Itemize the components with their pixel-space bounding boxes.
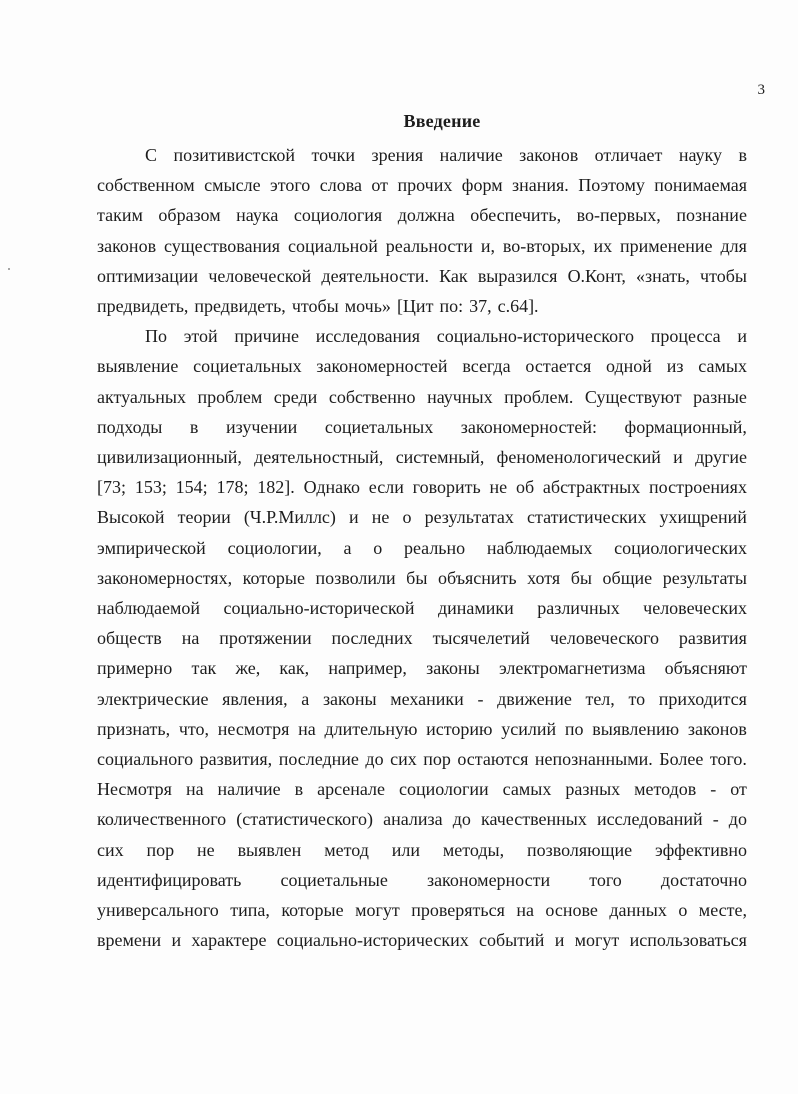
word: механики: [390, 688, 464, 709]
word: исследований: [596, 809, 703, 830]
text-line: [97, 502, 747, 532]
word: проблем.: [504, 386, 574, 407]
word: их: [593, 235, 613, 256]
word: не: [489, 477, 508, 498]
word: предвидеть,: [194, 296, 286, 316]
word: в: [738, 145, 747, 165]
word: мочь»: [344, 296, 391, 316]
word: различных: [537, 598, 620, 618]
word: законов: [687, 718, 747, 739]
text-line: [97, 925, 747, 955]
word: количественного: [97, 809, 227, 830]
word: наблюдаемой: [97, 598, 201, 618]
text-line: [97, 714, 747, 744]
word: законов: [97, 235, 157, 256]
word: результатах: [424, 507, 514, 528]
word: социально-исторической: [223, 598, 415, 618]
word: обществ: [97, 628, 162, 649]
word: идентифицировать: [97, 869, 242, 890]
word: об: [515, 477, 535, 498]
word: характере: [191, 930, 267, 951]
word: О.Конт,: [567, 265, 626, 286]
word: непознанными.: [534, 749, 653, 769]
word: позволяющие: [527, 839, 633, 860]
text-line: [97, 593, 747, 623]
word: реально: [403, 537, 466, 558]
word: же,: [235, 658, 261, 679]
word: сих: [97, 839, 124, 860]
word: и: [171, 930, 182, 951]
word: -: [712, 809, 719, 830]
word: усилий: [501, 718, 557, 739]
word: позитивистской: [173, 145, 296, 165]
word: динамики: [437, 598, 514, 618]
word: и: [554, 930, 565, 951]
word: и,: [480, 235, 495, 256]
word: эмпирической: [97, 537, 206, 558]
word: наличие: [217, 779, 281, 800]
word: для: [720, 235, 747, 256]
word: оптимизации: [97, 265, 199, 286]
word: Поэтому: [578, 175, 645, 196]
word: человеческого: [549, 628, 660, 649]
word: [Цит: [396, 296, 434, 316]
word: не: [371, 507, 390, 528]
text-line: [97, 804, 747, 834]
word: явления,: [222, 688, 288, 709]
word: науку: [678, 145, 723, 165]
word: длительную: [324, 718, 418, 739]
text-line: [97, 563, 747, 593]
word: времени: [97, 930, 162, 951]
word: социологии: [399, 779, 489, 800]
word: достаточно: [660, 869, 747, 890]
word: на: [181, 628, 200, 649]
text-line: [97, 442, 747, 472]
word: о: [373, 537, 383, 558]
word: абстрактных: [542, 477, 641, 498]
word: собственном: [97, 175, 195, 196]
word: до: [365, 749, 384, 769]
word: законы: [426, 658, 480, 679]
word: на: [185, 779, 204, 800]
word: наука: [236, 205, 279, 226]
word: из: [666, 356, 684, 377]
word: Существуют: [584, 386, 682, 407]
word: а: [343, 537, 352, 558]
word: закономерностей: [316, 356, 448, 377]
word: примерно: [97, 658, 173, 679]
word: Как: [439, 265, 468, 286]
word: социологии,: [227, 537, 322, 558]
word: так: [191, 658, 217, 679]
word: исследования: [315, 326, 420, 347]
word: основе: [545, 900, 598, 920]
word: зрения: [371, 145, 424, 165]
text-line: [97, 744, 747, 774]
word: По: [145, 326, 167, 347]
text-line: [145, 321, 747, 351]
word: чтобы: [700, 265, 747, 286]
section-heading: Введение: [403, 111, 481, 131]
word: цивилизационный,: [97, 447, 242, 467]
word: должна: [397, 205, 455, 226]
word: во-первых,: [576, 205, 661, 226]
word: до: [452, 809, 471, 830]
word: как,: [279, 658, 310, 679]
word: бы: [570, 567, 592, 588]
word: процесса: [650, 326, 721, 347]
word: позволили: [315, 567, 396, 588]
word: человеческих: [643, 598, 747, 618]
word: проблем: [197, 386, 263, 407]
word: объяснить: [437, 567, 517, 588]
word: социологических: [614, 537, 747, 558]
word: закономерностей:: [460, 416, 597, 437]
word: понимаемая: [654, 175, 747, 196]
word: качественных: [481, 809, 587, 830]
word: о: [678, 900, 688, 920]
word: изучении: [225, 416, 298, 437]
word: объясняют: [664, 658, 747, 679]
word: теории: [177, 507, 231, 528]
word: не: [197, 839, 215, 860]
word: выявлен: [237, 839, 302, 860]
word: которые: [242, 567, 305, 588]
word: слова: [319, 175, 362, 196]
word: могут: [355, 900, 400, 920]
word: (Ч.Р.Миллс): [243, 507, 336, 528]
word: С: [145, 145, 158, 165]
word: социетальные: [280, 869, 388, 890]
word: предвидеть,: [97, 296, 189, 316]
word: или: [391, 839, 420, 860]
word: месте,: [698, 900, 747, 920]
text-line: [97, 231, 747, 261]
text-line: [145, 140, 747, 170]
word: электромагнетизма: [498, 658, 646, 679]
word: чтобы: [291, 296, 339, 316]
word: наличие: [439, 145, 503, 165]
word: и: [349, 507, 359, 528]
word: социальной: [287, 235, 378, 256]
word: арсенале: [317, 779, 386, 800]
word: социально-исторических: [276, 930, 469, 951]
page-number: 3: [757, 82, 765, 98]
word: реальности: [385, 235, 473, 256]
text-line: [97, 684, 747, 714]
word: остаются: [457, 749, 529, 769]
word: универсального: [97, 900, 219, 920]
word: ухищрений: [659, 507, 747, 528]
word: законы: [322, 688, 377, 709]
word: во-вторых,: [502, 235, 586, 256]
word: пор: [146, 839, 175, 860]
word: приходится: [658, 688, 747, 709]
word: социетальных: [193, 356, 302, 377]
word: 37,: [469, 296, 492, 316]
word: 154;: [175, 477, 208, 498]
word: применение: [620, 235, 713, 256]
word: если: [368, 477, 404, 498]
word: что,: [178, 718, 210, 739]
word: -: [710, 779, 717, 800]
word: 182].: [257, 477, 295, 498]
word: [73;: [97, 477, 126, 498]
word: познание: [676, 205, 747, 226]
word: эффективно: [655, 839, 747, 860]
word: типа,: [230, 900, 270, 920]
word: от: [730, 779, 747, 800]
word: по: [564, 718, 584, 739]
word: «знать,: [636, 265, 690, 286]
text-line: [97, 351, 747, 381]
word: в: [294, 779, 304, 800]
word: закономерности: [426, 869, 551, 890]
word: говорить: [412, 477, 481, 498]
word: развития: [678, 628, 747, 649]
word: на: [516, 900, 534, 920]
word: обеспечить,: [470, 205, 562, 226]
word: собственно: [328, 386, 416, 407]
word: таким: [97, 205, 143, 226]
word: по:: [439, 296, 464, 316]
word: того: [589, 869, 622, 890]
text-line: [97, 653, 747, 683]
word: протяжении: [219, 628, 312, 649]
word: этого: [270, 175, 311, 196]
word: деятельностный,: [254, 447, 384, 467]
word: проверяться: [411, 900, 505, 920]
word: точки: [311, 145, 356, 165]
word: данных: [609, 900, 667, 920]
word: самых: [502, 779, 552, 800]
word: выявление: [97, 356, 179, 377]
word: закономерностях,: [97, 567, 233, 588]
word: существования: [163, 235, 281, 256]
word: феноменологический: [496, 447, 661, 467]
word: пор: [423, 749, 451, 769]
word: другие: [695, 447, 747, 467]
word: а: [301, 688, 310, 709]
word: результаты: [662, 567, 747, 588]
word: метод: [324, 839, 369, 860]
word: наблюдаемых: [486, 537, 593, 558]
word: от: [371, 175, 389, 196]
word: прочих: [397, 175, 453, 196]
word: хотя: [527, 567, 561, 588]
word: остается: [525, 356, 592, 377]
word: законов: [519, 145, 579, 165]
word: несмотря: [217, 718, 290, 739]
word: бы: [406, 567, 428, 588]
word: социального: [97, 749, 194, 769]
word: знания.: [512, 175, 569, 196]
text-line: [97, 623, 747, 653]
word: всегда: [462, 356, 511, 377]
word: историю: [426, 718, 493, 739]
word: на: [298, 718, 316, 739]
text-line: [97, 412, 747, 442]
text-line: [97, 382, 747, 412]
word: формационный,: [624, 416, 747, 437]
word: причине: [234, 326, 299, 347]
word: событий: [479, 930, 545, 951]
text-line: [97, 865, 747, 895]
word: методов: [634, 779, 697, 800]
text-line: [97, 774, 747, 804]
word: научных: [427, 386, 493, 407]
text-line: [97, 200, 747, 230]
scan-speck: [8, 268, 10, 270]
word: разные: [693, 386, 747, 407]
text-line: [97, 170, 747, 200]
word: сих: [390, 749, 417, 769]
word: последние: [278, 749, 359, 769]
word: выявлению: [592, 718, 680, 739]
word: признать,: [97, 718, 171, 739]
word: образом: [158, 205, 221, 226]
word: и: [737, 326, 747, 347]
text-line: [97, 261, 747, 291]
text-line: [97, 291, 747, 321]
word: тел,: [585, 688, 615, 709]
word: смысле: [204, 175, 261, 196]
word: отличает: [594, 145, 663, 165]
word: построениях: [649, 477, 747, 498]
word: о: [402, 507, 412, 528]
word: (статистического): [236, 809, 374, 830]
word: Высокой: [97, 507, 165, 528]
text-line: [97, 533, 747, 563]
word: подходы: [97, 416, 163, 437]
word: актуальных: [97, 386, 186, 407]
word: Однако: [303, 477, 360, 498]
word: деятельности.: [321, 265, 429, 286]
word: форм: [461, 175, 503, 196]
word: -: [477, 688, 484, 709]
word: и: [673, 447, 683, 467]
word: например,: [328, 658, 407, 679]
word: среди: [273, 386, 318, 407]
word: человеческой: [208, 265, 312, 286]
word: 178;: [216, 477, 249, 498]
word: в: [189, 416, 199, 437]
word: Несмотря: [97, 779, 172, 800]
word: последних: [331, 628, 413, 649]
word: использоваться: [629, 930, 747, 951]
word: до: [728, 809, 747, 830]
word: могут: [574, 930, 620, 951]
text-line: [97, 895, 747, 925]
word: Более: [659, 749, 704, 769]
word: одной: [606, 356, 652, 377]
word: с.64].: [497, 296, 539, 316]
word: социетальных: [324, 416, 434, 437]
word: тысячелетий: [432, 628, 530, 649]
word: социально-исторического: [436, 326, 635, 347]
word: движение: [497, 688, 572, 709]
word: системный,: [395, 447, 485, 467]
text-line: [97, 472, 747, 502]
word: развития,: [199, 749, 273, 769]
word: того.: [709, 749, 747, 769]
word: социология: [293, 205, 383, 226]
word: то: [628, 688, 646, 709]
word: электрические: [97, 688, 209, 709]
word: самых: [698, 356, 747, 377]
word: 153;: [134, 477, 167, 498]
word: этой: [183, 326, 218, 347]
word: методы,: [442, 839, 505, 860]
word: которые: [281, 900, 344, 920]
word: анализа: [383, 809, 443, 830]
word: общие: [602, 567, 653, 588]
word: статистических: [527, 507, 647, 528]
text-line: [97, 835, 747, 865]
word: выразился: [477, 265, 558, 286]
word: разных: [565, 779, 621, 800]
